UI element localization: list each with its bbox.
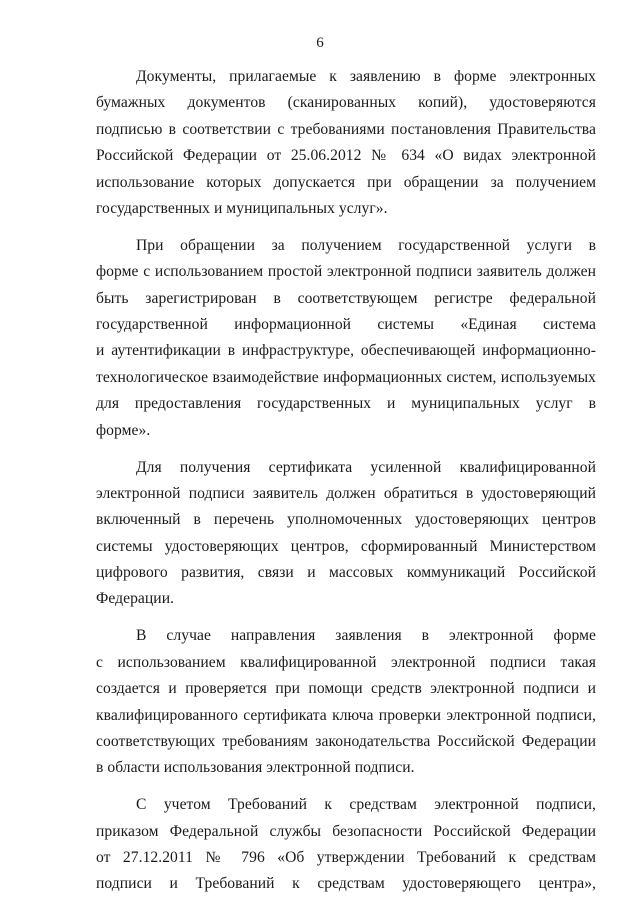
text-line: и аутентификации в инфраструктуре, обеспечивающей информационно- xyxy=(96,342,596,360)
text-line: В случае направления заявления в электронной форме xyxy=(136,627,596,645)
document-body xyxy=(96,64,596,898)
text-line: С учетом Требований к средствам электронной подписи, xyxy=(136,796,596,814)
text-line: форме». xyxy=(96,421,151,439)
text-line: приказом Федеральной службы безопасности Российской Федерации xyxy=(96,822,596,840)
text-line: включенный в перечень уполномоченных удостоверяющих центров xyxy=(96,511,596,529)
text-line: в области использования электронной подписи. xyxy=(96,759,415,777)
text-line: бумажных документов (сканированных копий), удостоверяются xyxy=(96,94,596,112)
text-line: электронной подписи заявитель должен обратиться в удостоверяющий xyxy=(96,484,596,502)
paragraph-3 xyxy=(96,455,596,613)
text-line: Федерации. xyxy=(96,590,175,608)
text-line: цифрового развития, связи и массовых коммуникаций Российской xyxy=(96,564,596,582)
text-line: соответствующих требованиям законодательства Российской Федерации xyxy=(96,732,596,750)
text-line: системы удостоверяющих центров, сформированный Министерством xyxy=(96,537,596,555)
text-line: государственных и муниципальных услуг». xyxy=(96,199,388,217)
text-line: с использованием квалифицированной электронной подписи такая xyxy=(96,653,596,671)
text-line: квалифицированного сертификата ключа проверки электронной подписи, xyxy=(96,706,596,724)
text-line: государственной информационной системы «Единая система xyxy=(96,316,596,334)
text-line: для предоставления государственных и муниципальных услуг в xyxy=(96,395,596,413)
page-number: 6 xyxy=(316,35,324,51)
paragraph-1 xyxy=(96,64,596,222)
text-line: подписью в соответствии с требованиями постановления Правительства xyxy=(96,120,596,138)
text-line: использование которых допускается при обращении за получением xyxy=(96,173,596,191)
paragraph-2 xyxy=(96,233,596,444)
text-line: форме с использованием простой электронной подписи заявитель должен xyxy=(96,263,596,281)
text-line: от 27.12.2011 № 796 «Об утверждении Требований к средствам xyxy=(96,849,596,866)
text-line: создается и проверяется при помощи средств электронной подписи и xyxy=(96,680,596,698)
text-line: Для получения сертификата усиленной квалифицированной xyxy=(136,458,596,476)
text-line: Российской Федерации от 25.06.2012 № 634 «О видах электронной xyxy=(96,147,596,165)
text-line: Документы, прилагаемые к заявлению в форме электронных xyxy=(136,68,596,85)
text-line: технологическое взаимодействие информационных систем, используемых xyxy=(96,368,596,386)
text-line: быть зарегистрирован в соответствующем регистре федеральной xyxy=(96,289,596,307)
text-line: подписи и Требований к средствам удостоверяющего центра», xyxy=(96,875,596,893)
text-line: При обращении за получением государственной услуги в xyxy=(136,236,596,254)
paragraph-5 xyxy=(96,792,596,898)
paragraph-4 xyxy=(96,623,596,781)
